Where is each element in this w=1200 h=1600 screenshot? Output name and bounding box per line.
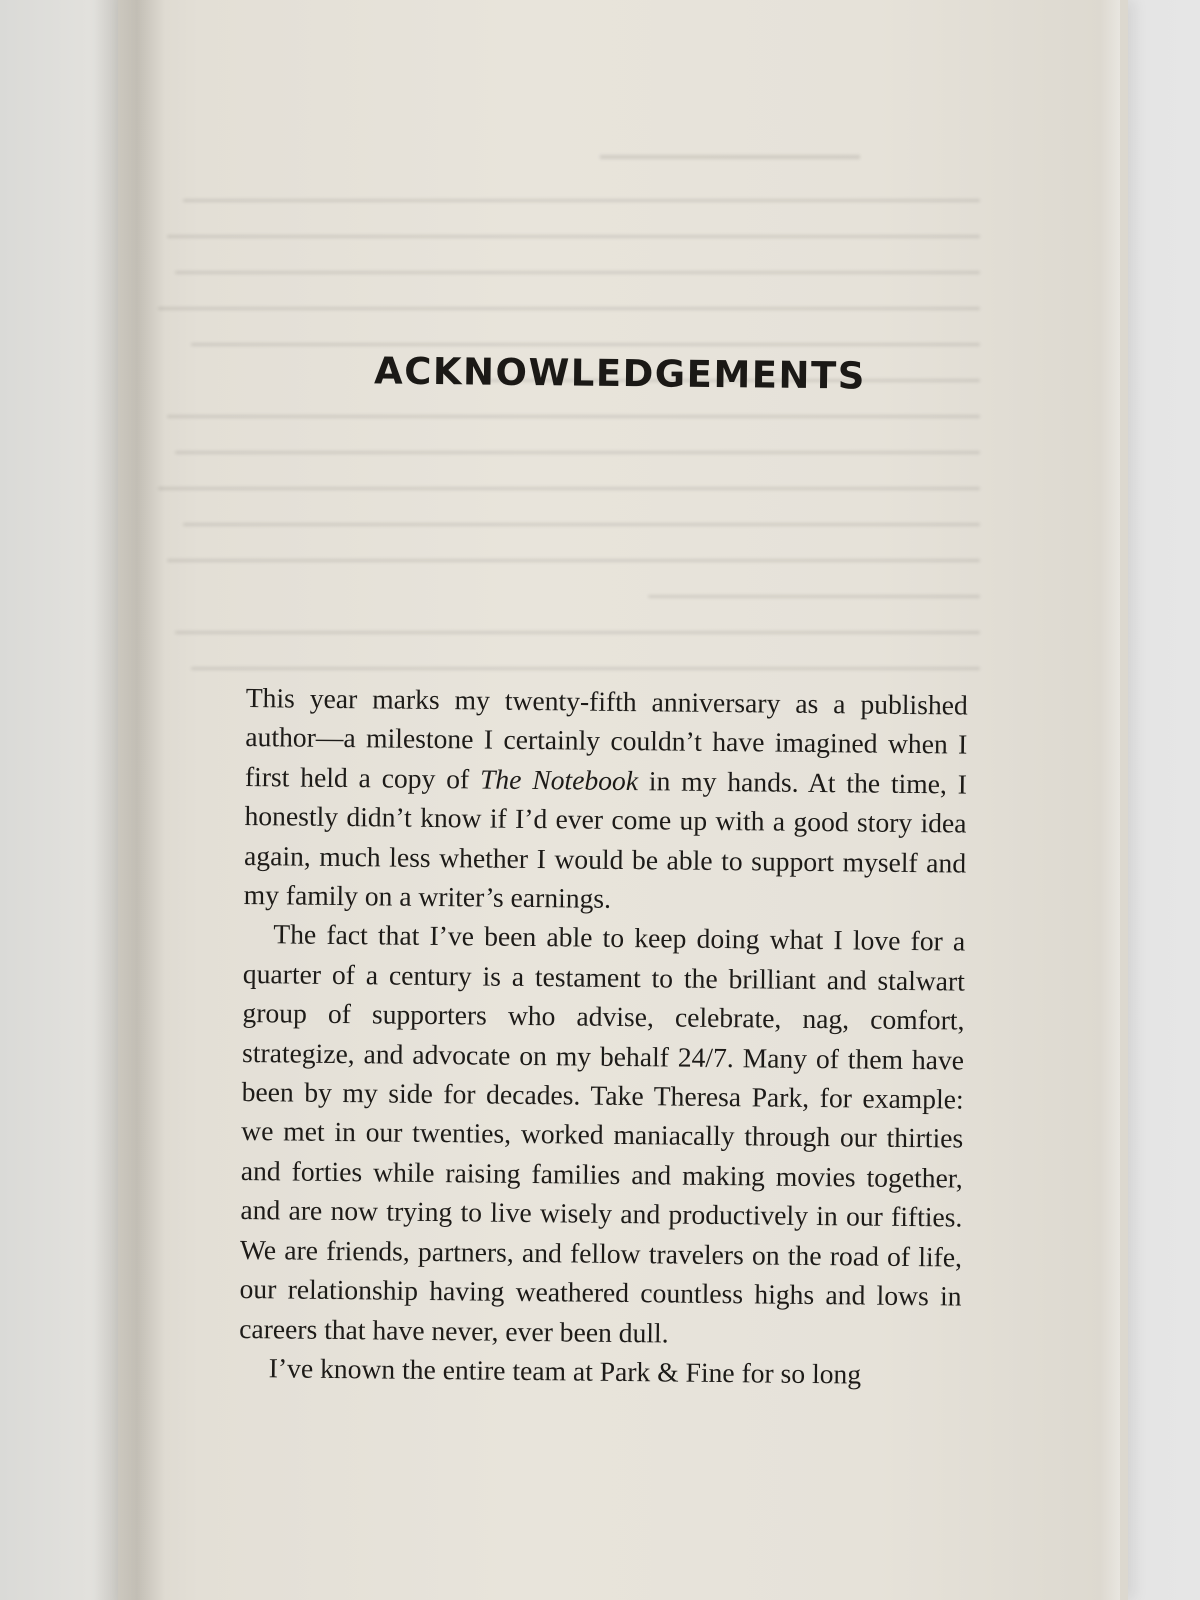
paragraph-2: The fact that I’ve been able to keep doing what I love for a quarter of a century is a testament to the brilliant and stalwart group of supporters who advise, celebrate, nag, comfort, strategize, and advocate on my behalf 24/7. Many of them have been by my side for decades. Take Theresa Park, for example: we met in our twenties, worked maniacally through our thirties and forties while raising families and making movies together, and are now trying to live wisely and productively in our fifties. We are friends, partners, and fellow travelers on the road of life, our relationship having weathered countless highs and lows in careers that have never, ever been dull. [239,918,966,1348]
body-text [239,678,968,1395]
book-title: The Notebook [479,763,639,796]
page-gutter-shadow [95,0,165,1600]
page-right-edge [1100,0,1120,1600]
page-heading: ACKNOWLEDGEMENTS [373,349,867,398]
paragraph-1-part-b: in my hands. At the time, I honestly didn’t know if I’d ever come up with a good story idea again, much less whether I would be able to support myself and my family on a writer’s earnings. [243,764,968,914]
paragraph-3: I’ve known the entire team at Park & Fine for so long [268,1352,862,1390]
paragraph-1-part-a: This year marks my twenty-fifth anniversary as a published author—a milestone I certainly couldn’t have imagined when I first held a copy of [244,681,968,795]
paragraph-1 [244,678,968,922]
